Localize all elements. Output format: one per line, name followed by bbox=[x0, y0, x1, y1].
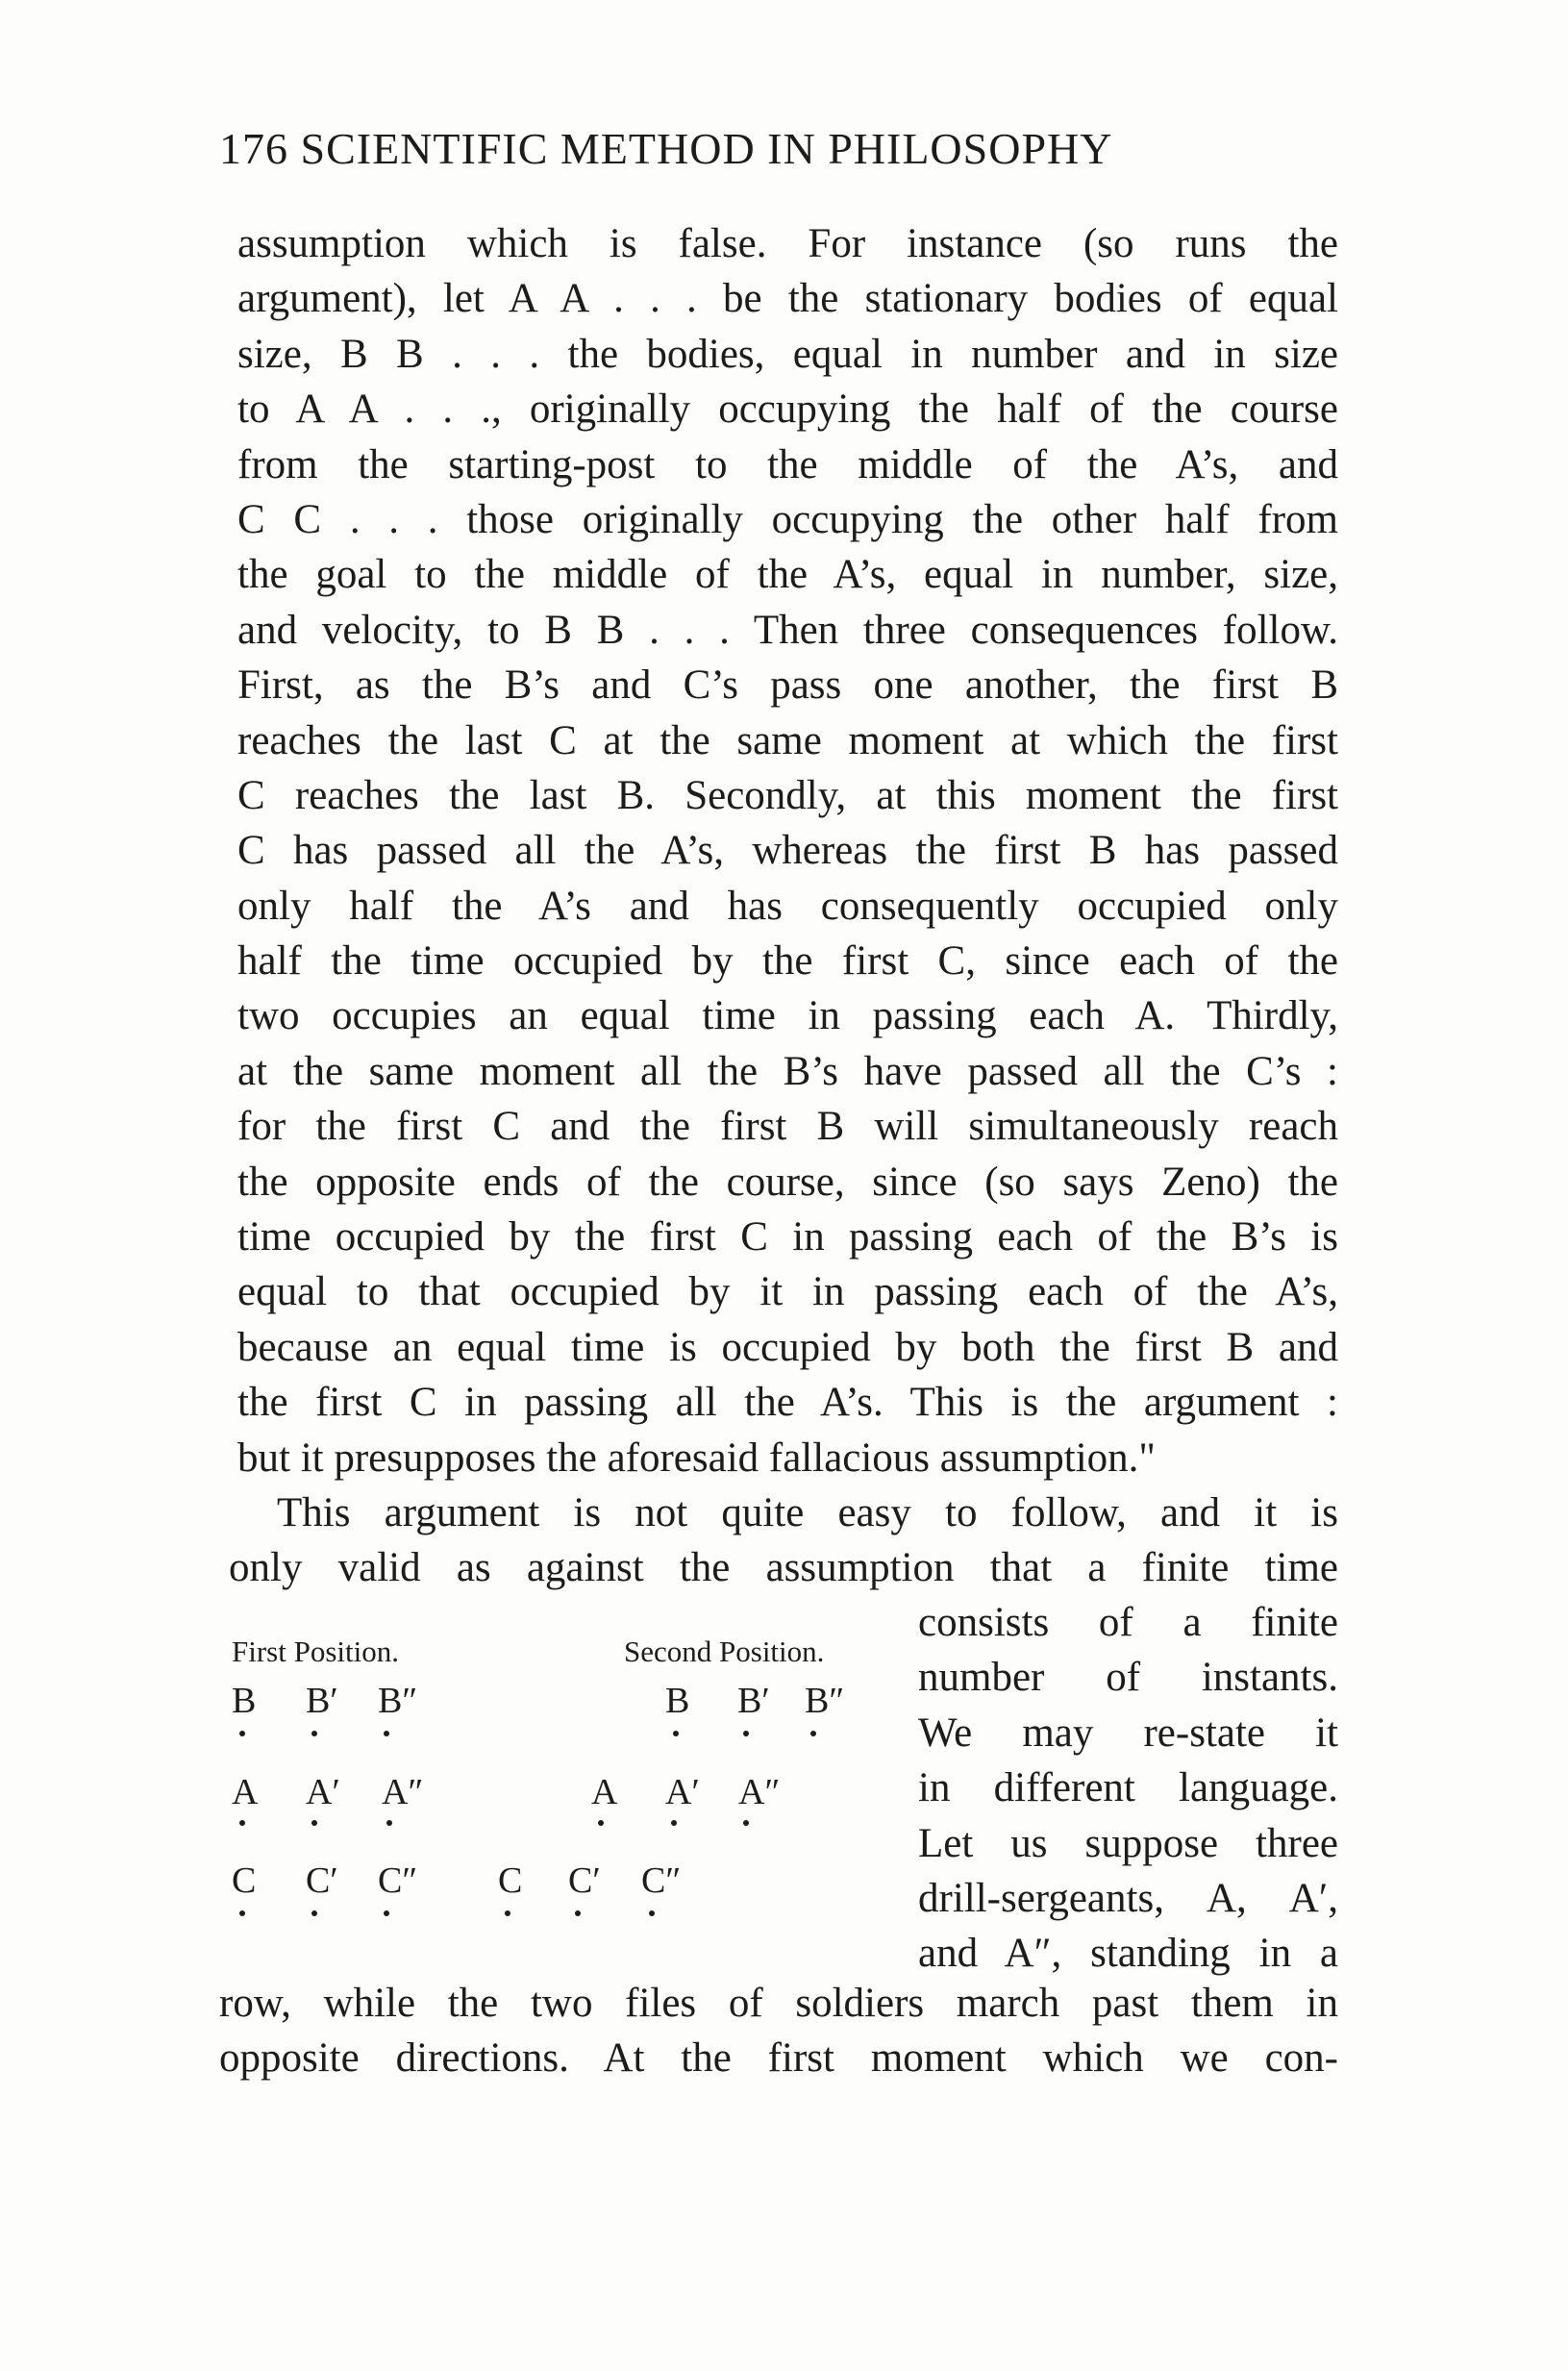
second-b-double-prime-label: B″ bbox=[805, 1681, 845, 1721]
position-dot bbox=[575, 1910, 581, 1916]
position-dot bbox=[384, 1731, 389, 1736]
text-line: opposite directions. At the first moment which we con- bbox=[219, 2035, 1338, 2082]
text-line: only half the A’s and has consequently occupied only bbox=[237, 883, 1338, 929]
text-line: the first C in passing all the A’s. This is the argument : bbox=[237, 1380, 1338, 1426]
text-line: at the same moment all the B’s have passed all the C’s : bbox=[237, 1048, 1338, 1094]
position-dot bbox=[743, 1731, 749, 1736]
quoted-paragraph bbox=[237, 216, 1338, 1485]
second-c-double-prime-label: C″ bbox=[641, 1860, 682, 1901]
position-dot bbox=[598, 1820, 604, 1826]
first-a-label: A bbox=[232, 1772, 259, 1812]
commentary-paragraph bbox=[229, 1485, 1338, 1596]
text-line: reaches the last C at the same moment at which the first bbox=[237, 717, 1338, 763]
position-dot bbox=[673, 1731, 679, 1736]
first-c-double-prime-label: C″ bbox=[378, 1860, 418, 1901]
second-a-label: A bbox=[591, 1772, 618, 1812]
first-a-prime-label: A′ bbox=[306, 1772, 340, 1812]
text-line: time occupied by the first C in passing each of the B’s is bbox=[237, 1214, 1338, 1260]
second-position-label: Second Position. bbox=[624, 1635, 825, 1668]
position-dot bbox=[311, 1731, 317, 1736]
text-line: because an equal time is occupied by both the first B and bbox=[237, 1324, 1338, 1370]
second-b-prime-label: B′ bbox=[737, 1681, 770, 1721]
first-c-prime-label: C′ bbox=[306, 1860, 338, 1901]
text-line: This argument is not quite easy to follow, and it is bbox=[277, 1490, 1338, 1535]
position-dot bbox=[239, 1910, 245, 1916]
text-line: size, B B . . . the bodies, equal in number and in size bbox=[237, 331, 1338, 377]
text-line: but it presupposes the aforesaid fallacious assumption." bbox=[237, 1435, 1156, 1481]
second-c-label: C bbox=[498, 1860, 523, 1901]
position-dot bbox=[311, 1820, 317, 1826]
text-line: to A A . . ., originally occupying the half of the course bbox=[237, 387, 1338, 433]
text-line: only valid as against the assumption that a finite time bbox=[229, 1545, 1338, 1591]
first-b-prime-label: B′ bbox=[306, 1681, 338, 1721]
second-c-prime-label: C′ bbox=[568, 1860, 601, 1901]
text-line: C C . . . those originally occupying the other half from bbox=[237, 496, 1338, 542]
position-dot bbox=[386, 1820, 392, 1826]
text-line: equal to that occupied by it in passing each of the A’s, bbox=[237, 1269, 1338, 1315]
text-line: consists of a finite bbox=[918, 1600, 1338, 1645]
text-line: half the time occupied by the first C, since each of the bbox=[237, 938, 1338, 985]
text-line: and velocity, to B B . . . Then three consequences follow. bbox=[237, 607, 1338, 653]
second-b-label: B bbox=[665, 1681, 690, 1721]
text-line: number of instants. bbox=[918, 1655, 1338, 1701]
text-line: C has passed all the A’s, whereas the first B has passed bbox=[237, 828, 1338, 874]
text-line: for the first C and the first B will simultaneously reach bbox=[237, 1104, 1338, 1150]
text-line: argument), let A A . . . be the stationary bodies of equal bbox=[237, 276, 1338, 322]
wrapped-side-text bbox=[918, 1595, 1338, 1982]
position-dot bbox=[671, 1820, 677, 1826]
first-b-double-prime-label: B″ bbox=[378, 1681, 418, 1721]
text-line: assumption which is false. For instance (so runs the bbox=[237, 221, 1338, 266]
text-line: We may re-state it bbox=[918, 1710, 1338, 1756]
position-dot bbox=[384, 1910, 389, 1916]
first-c-label: C bbox=[232, 1860, 257, 1901]
text-line: First, as the B’s and C’s pass one another, the first B bbox=[237, 662, 1338, 709]
position-dot bbox=[311, 1910, 317, 1916]
second-a-prime-label: A′ bbox=[665, 1772, 700, 1812]
text-line: two occupies an equal time in passing each A. Thirdly, bbox=[237, 993, 1338, 1039]
text-line: drill-sergeants, A, A′, bbox=[918, 1875, 1338, 1921]
first-b-label: B bbox=[232, 1681, 257, 1721]
text-line: and A″, standing in a bbox=[918, 1931, 1338, 1977]
position-dot bbox=[239, 1820, 245, 1826]
position-dot bbox=[505, 1910, 510, 1916]
text-line: Let us suppose three bbox=[918, 1820, 1338, 1866]
text-line: C reaches the last B. Secondly, at this moment the first bbox=[237, 772, 1338, 818]
position-dot bbox=[810, 1731, 816, 1736]
second-a-double-prime-label: A″ bbox=[738, 1772, 781, 1812]
running-header: 176 SCIENTIFIC METHOD IN PHILOSOPHY bbox=[219, 124, 1113, 173]
position-dot bbox=[743, 1820, 749, 1826]
text-line: row, while the two files of soldiers march past them in bbox=[219, 1981, 1338, 2026]
zeno-stadium-diagram bbox=[226, 1635, 899, 1923]
position-dot bbox=[649, 1910, 655, 1916]
closing-paragraph bbox=[219, 1976, 1338, 2086]
text-line: in different language. bbox=[918, 1765, 1338, 1811]
first-position-label: First Position. bbox=[232, 1635, 399, 1668]
text-line: the opposite ends of the course, since (so says Zeno) the bbox=[237, 1159, 1338, 1205]
position-dot bbox=[239, 1731, 245, 1736]
text-line: from the starting-post to the middle of the A’s, and bbox=[237, 441, 1338, 487]
first-a-double-prime-label: A″ bbox=[382, 1772, 424, 1812]
text-line: the goal to the middle of the A’s, equal in number, size, bbox=[237, 552, 1338, 598]
